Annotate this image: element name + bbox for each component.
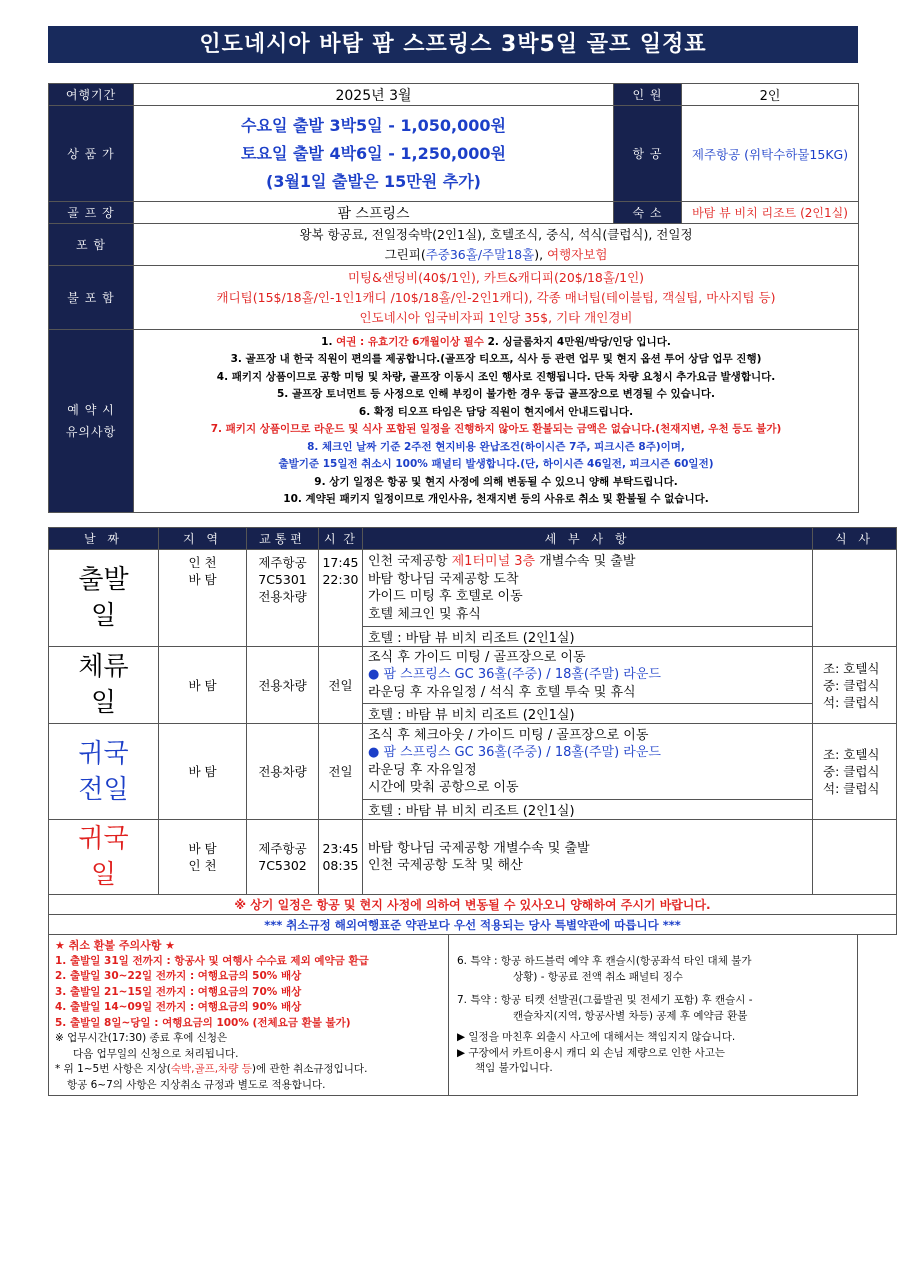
liability-note-2b: 책임 불가입니다. (475, 1062, 553, 1074)
liability-note-2: ▶ 구장에서 카트이용시 캐디 외 손님 제량으로 인한 사고는 (457, 1046, 726, 1059)
ground-rule-note: * 위 1~5번 사항은 지상(숙박,골프,차량 등)에 관한 취소규정입니다. (55, 1063, 368, 1075)
cancel-title: ★ 취소 환불 주의사항 ★ (55, 939, 176, 952)
special-rule-6b: 상황) - 항공료 전액 취소 패널티 징수 (513, 970, 683, 983)
cancel-rule-2: 2. 출발일 30~22일 전까지 : 여행요금의 50% 배상 (55, 970, 302, 982)
exclude-line-1: 미팅&샌딩비(40$/1인), 카트&캐디피(20$/18홀/1인) (347, 269, 645, 285)
exclude-label: 불 포 함 (49, 266, 134, 330)
day1-detail: 인천 국제공항 제1터미널 3층 개별수속 및 출발 바탐 항나딤 국제공항 도착 가이드 미팅 후 호텔로 이동 호텔 체크인 및 휴식 (363, 550, 813, 627)
cancel-policy-notice: *** 취소규정 해외여행표준 약관보다 우선 적용되는 당사 특별약관에 따릅니다 *** (49, 915, 897, 935)
day2-hotel: 호텔 : 바탐 뷰 비치 리조트 (2인1실) (363, 704, 813, 724)
price-surcharge: (3월1일 출발은 15만원 추가) (266, 171, 481, 191)
table-row (49, 724, 897, 800)
special-rule-7b: 캔슬차지(지역, 항공사별 차등) 공제 후 예약금 환불 (513, 1009, 748, 1022)
table-row (49, 647, 897, 704)
golf-value: 팜 스프링스 (134, 202, 614, 224)
day1-region: 인 천 바 탐 (159, 550, 247, 647)
day1-name: 출발 일 (49, 550, 159, 647)
cancel-rule-5: 5. 출발일 8일~당일 : 여행요금의 100% (전체요금 환불 불가) (55, 1016, 351, 1029)
airline-value: 제주항공 (위탁수하물15KG) (682, 106, 859, 202)
day4-meal (813, 820, 897, 895)
day1-meal (813, 550, 897, 647)
price-wednesday: 수요일 출발 3박5일 - 1,050,000원 (241, 115, 506, 135)
include-label: 포 함 (49, 224, 134, 266)
cancel-rule-3: 3. 출발일 21~15일 전까지 : 여행요금의 70% 배상 (55, 985, 302, 998)
header-region: 지 역 (159, 528, 247, 550)
day3-hotel: 호텔 : 바탐 뷰 비치 리조트 (2인1실) (363, 800, 813, 820)
period-value: 2025년 3월 (134, 84, 614, 106)
note-10: 10. 계약된 패키지 일정이므로 개인사유, 천재지변 등의 사유로 취소 및 환불될 수 없습니다. (283, 493, 709, 505)
note-1: 1. 여권 : 유효기간 6개월이상 필수 2. 싱글룸차지 4만원/박당/인당 입니다. (321, 335, 671, 348)
exclude-cell (134, 266, 859, 330)
cancellation-rules-right (449, 934, 857, 1077)
header-transport: 교통편 (247, 528, 319, 550)
cancellation-rules-left (49, 934, 449, 1095)
note-8a: 8. 체크인 날짜 기준 2주전 현지비용 완납조건(하이시즌 7주, 피크시즌 8주)이며, (307, 440, 685, 453)
people-value: 2인 (682, 84, 859, 106)
period-label: 여행기간 (49, 84, 134, 106)
header-date: 날 짜 (49, 528, 159, 550)
day2-time: 전일 (319, 647, 363, 724)
include-line-2: 그린피(주중36홀/주말18홀), 여행자보험 (384, 246, 608, 262)
cancel-rule-4: 4. 출발일 14~09일 전까지 : 여행요금의 90% 배상 (55, 1001, 302, 1013)
header-time: 시 간 (319, 528, 363, 550)
air-rule-note: 항공 6~7의 사항은 지상취소 규정과 별도로 적용합니다. (67, 1078, 326, 1091)
hotel-label: 숙 소 (614, 202, 682, 224)
day1-transport: 제주항공 7C5301 전용차량 (247, 550, 319, 647)
day2-name: 체류 일 (49, 647, 159, 724)
golf-label: 골 프 장 (49, 202, 134, 224)
day3-region: 바 탐 (159, 724, 247, 820)
day3-time: 전일 (319, 724, 363, 820)
price-cell (134, 106, 614, 202)
special-rule-6: 6. 특약 : 항공 하드블럭 예약 후 캔슬시(항공좌석 타인 대체 불가 (457, 955, 752, 967)
day1-time: 17:45 22:30 (319, 550, 363, 647)
business-hours-note-2: 다음 업무일의 신청으로 처리됩니다. (73, 1047, 239, 1060)
day4-time: 23:45 08:35 (319, 820, 363, 895)
hotel-value: 바탐 뷰 비치 리조트 (2인1실) (682, 202, 859, 224)
schedule-header (49, 528, 897, 550)
day3-transport: 전용차량 (247, 724, 319, 820)
day2-region: 바 탐 (159, 647, 247, 724)
day4-region: 바 탐 인 천 (159, 820, 247, 895)
day2-detail: 조식 후 가이드 미팅 / 골프장으로 이동 ● 팜 스프링스 GC 36홀(주중) / 18홀(주말) 라운드 라운딩 후 자유일정 / 석식 후 호텔 투숙 및 휴식 (363, 647, 813, 704)
day3-name: 귀국 전일 (49, 724, 159, 820)
note-6: 6. 확정 티오프 타임은 담당 직원이 현지에서 안내드립니다. (358, 405, 634, 418)
note-7: 7. 패키지 상품이므로 라운드 및 식사 포함된 일정을 진행하지 않아도 환불되는 금액은 없습니다.(천재지변, 우천 등도 불가) (210, 423, 782, 435)
notes-cell (134, 330, 859, 513)
day2-meal: 조: 호텔식 중: 클럽식 석: 클럽식 (813, 647, 897, 724)
table-row (49, 550, 897, 627)
info-table (48, 83, 859, 513)
header-meal: 식 사 (813, 528, 897, 550)
include-cell (134, 224, 859, 266)
note-8b: 출발기준 15일전 취소시 100% 패널티 발생합니다.(단, 하이시즌 46일전, 피크시즌 60일전) (278, 458, 714, 470)
exclude-line-2: 캐디팁(15$/18홀/인-1인1캐디 /10$/18홀/인-2인1캐디), 각종 매너팁(테이블팁, 객실팁, 마사지팁 등) (216, 289, 776, 305)
day2-transport: 전용차량 (247, 647, 319, 724)
airline-label: 항 공 (614, 106, 682, 202)
people-label: 인 원 (614, 84, 682, 106)
day4-name: 귀국 일 (49, 820, 159, 895)
cancel-rule-1: 1. 출발일 31일 전까지 : 항공사 및 여행사 수수료 제외 예약금 환급 (55, 954, 369, 967)
business-hours-note: ※ 업무시간(17:30) 종료 후에 신청은 (55, 1032, 228, 1044)
table-row (49, 820, 897, 895)
note-4: 4. 패키지 상품이므로 공항 미팅 및 차량, 골프장 이동시 조인 행사로 진행됩니다. 단독 차량 요청시 추가요금 발생합니다. (216, 370, 776, 383)
day3-meal: 조: 호텔식 중: 클럽식 석: 클럽식 (813, 724, 897, 820)
schedule-notice: ※ 상기 일정은 항공 및 현지 사정에 의하여 변동될 수 있사오니 양해하여 주시기 바랍니다. (49, 895, 897, 915)
price-label: 상 품 가 (49, 106, 134, 202)
note-9: 9. 상기 일정은 항공 및 현지 사정에 의해 변동될 수 있으니 양해 부탁드립니다. (314, 475, 678, 488)
day1-hotel: 호텔 : 바탐 뷰 비치 리조트 (2인1실) (363, 627, 813, 647)
day3-detail: 조식 후 체크아웃 / 가이드 미팅 / 골프장으로 이동 ● 팜 스프링스 GC 36홀(주중) / 18홀(주말) 라운드 라운딩 후 자유일정 시간에 맞춰 공항으로 이동 (363, 724, 813, 800)
exclude-line-3: 인도네시아 입국비자피 1인당 35$, 기타 개인경비 (359, 309, 633, 325)
schedule-table (48, 527, 897, 935)
note-5: 5. 골프장 토너먼트 등 사정으로 인해 부킹이 불가한 경우 동급 골프장으로 변경될 수 있습니다. (276, 388, 716, 400)
price-saturday: 토요일 출발 4박6일 - 1,250,000원 (241, 143, 506, 163)
notes-label: 예 약 시 유의사항 (49, 330, 134, 513)
special-rule-7: 7. 특약 : 항공 티켓 선발권(그룹발권 및 전세기 포함) 후 캔슬시 - (457, 994, 753, 1006)
liability-note-1: ▶ 일정을 마친후 외출시 사고에 대해서는 책임지지 않습니다. (457, 1031, 736, 1043)
include-line-1: 왕복 항공료, 전일정숙박(2인1실), 호텔조식, 중식, 석식(클럽식), 전일정 (299, 226, 693, 242)
day4-detail: 바탐 항나딤 국제공항 개별수속 및 출발 인천 국제공항 도착 및 해산 (363, 820, 813, 895)
note-3: 3. 골프장 내 한국 직원이 편의를 제공합니다.(골프장 티오프, 식사 등 관련 업무 및 현지 옵션 투어 상담 업무 진행) (230, 353, 762, 365)
cancellation-box (48, 934, 858, 1096)
header-detail: 세 부 사 항 (363, 528, 813, 550)
day4-transport: 제주항공 7C5302 (247, 820, 319, 895)
page-title: 인도네시아 바탐 팜 스프링스 3박5일 골프 일정표 (48, 26, 858, 63)
